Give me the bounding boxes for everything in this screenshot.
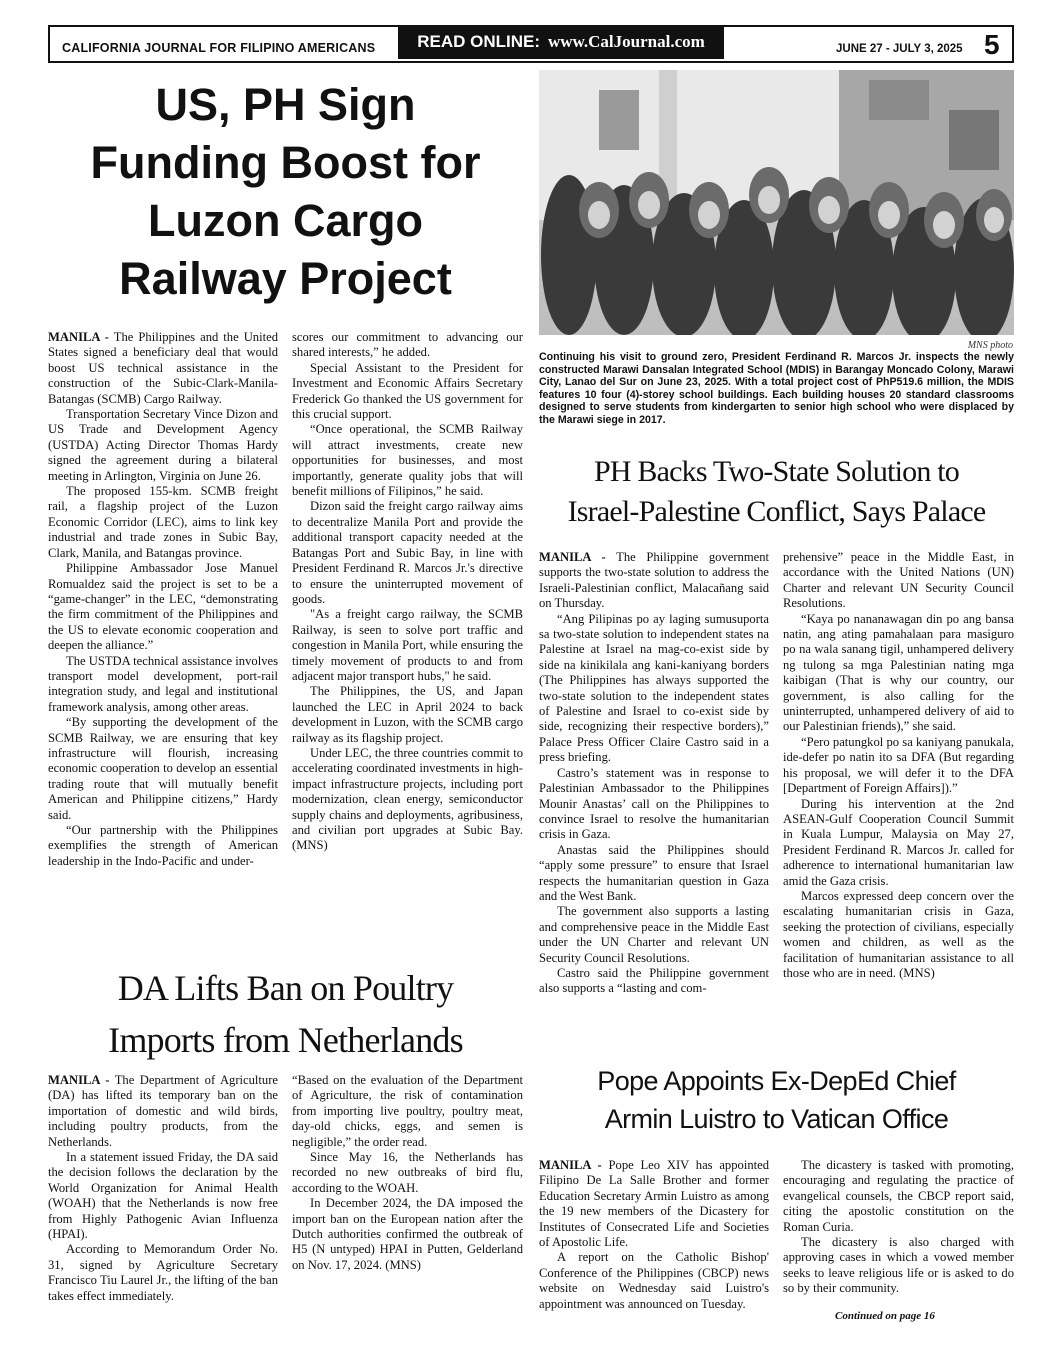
headline-line: DA Lifts Ban on Poultry <box>117 968 454 1008</box>
paragraph: “Once operational, the SCMB Railway will attract investments, create new opportunities for businesses, and most importantly, generate quality jobs that will benefit millions of Filipinos,” he said. <box>292 422 523 499</box>
paragraph: MANILA - The Philippine government supports the two-state solution to address the Israeli-Palestinian conflict, Malacañang said on Thursday. <box>539 550 770 611</box>
paragraph: Castro’s statement was in response to Palestinian Ambassador to the Philippines Mounir Anastas’ call on the Philippines to convince Israel to resolve the humanitarian crisis in Gaza. <box>539 765 769 842</box>
article2-headline <box>539 452 1014 532</box>
paragraph: Dizon said the freight cargo railway aims to decentralize Manila Port and provide the additional transport capacity needed at the Batangas Port and Subic Bay, in line with President Ferdinand R. Marcos Jr.'s directive to ensure the uninterrupted movement of goods. <box>292 499 523 606</box>
article2-column-1 <box>539 550 769 997</box>
paragraph: MANILA - The Department of Agriculture (DA) has lifted its temporary ban on the importation of domestic and wild birds, including poultry products, from the Netherlands. <box>48 1073 278 1149</box>
article4-column-1 <box>539 1158 769 1312</box>
news-photo <box>539 70 1014 335</box>
headline-line: Luzon Cargo <box>148 195 423 246</box>
headline-line: US, PH Sign <box>155 79 416 130</box>
photo-caption: Continuing his visit to ground zero, President Ferdinand R. Marcos Jr. inspects the newly constructed Marawi Dansalan Integrated School (MDIS) in Barangay Moncado Colony, Marawi City, Lanao del Sur on June 23, 2025. With a total project cost of PhP519.6 million, the MDIS features 10 four (4)-storey school buildings. Each building houses 20 standard classrooms designed to serve students from kindergarten to senior high school who were displaced by the Marawi siege in 2017. <box>539 351 1014 426</box>
paragraph: Anastas said the Philippines should “apply some pressure” to ensure that Israel respects the humanitarian question in Gaza and the West Bank. <box>539 842 769 903</box>
paragraph: MANILA - Pope Leo XIV has appointed Filipino De La Salle Brother and former Education Secretary Armin Luistro as among the 19 new members of the Dicastery for Institutes of Consecrated Life and Societies of Apostolic Life. <box>539 1158 769 1250</box>
headline-line: Funding Boost for <box>90 137 481 188</box>
paragraph: According to Memorandum Order No. 31, signed by Agriculture Secretary Francisco Tiu Laurel Jr., the lifting of the ban takes effect immediately. <box>48 1242 278 1303</box>
dateline: MANILA - <box>539 1158 602 1172</box>
paragraph: “By supporting the development of the SCMB Railway, we are ensuring that key infrastructure will flourish, increasing economic cooperation to develop an essential trading route that will mutually benefit American and Philippine citizens,” Hardy said. <box>48 715 278 822</box>
paragraph: “Ang Pilipinas po ay laging sumusuporta sa two-state solution to independent states na Palestine at Israel na mag-co-exist side by side na kinikilala ang kani-kaniyang borders (The Philippines has always supported the two-state solution to the independent states of Palestine and Israel to co-exist side by side, recognizing their respective borders),” Palace Press Officer Claire Castro said in a press briefing. <box>539 611 769 765</box>
article3-column-1 <box>48 1073 278 1304</box>
masthead <box>48 25 1014 63</box>
paragraph: The government also supports a lasting and comprehensive peace in the Middle East under the UN Charter and relevant UN Security Council Resolutions. <box>539 904 769 965</box>
publication-name: CALIFORNIA JOURNAL FOR FILIPINO AMERICANS <box>62 41 376 55</box>
paragraph: “Based on the evaluation of the Department of Agriculture, the risk of contamination from importing live poultry, poultry meat, day-old chicks, eggs, and semen is negligible,” the order read. <box>292 1073 523 1149</box>
read-online-banner[interactable] <box>398 25 724 59</box>
paragraph: The dicastery is also charged with approving cases in which a vowed member seeks to leave religious life or is asked to do so by their community. <box>783 1235 1014 1296</box>
headline-line: Armin Luistro to Vatican Office <box>604 1104 949 1134</box>
continued-link[interactable]: Continued on page 16 <box>835 1310 935 1322</box>
headline-line: Pope Appoints Ex-DepEd Chief <box>597 1066 956 1096</box>
article1-column-1 <box>48 330 278 869</box>
paragraph: scores our commitment to advancing our shared interests,” he added. <box>292 330 523 360</box>
article1-column-2 <box>292 330 523 854</box>
paragraph: In a statement issued Friday, the DA said the decision follows the declaration by the World Organization for Animal Health (WOAH) that the Netherlands is now free from Highly Pathogenic Avian Influenza (HPAI). <box>48 1150 278 1242</box>
article4-column-2 <box>783 1158 1014 1297</box>
paragraph: Marcos expressed deep concern over the escalating humanitarian crisis in Gaza, seeking the protection of civilians, especially women and children, as well as the facilitation of humanitarian assistance to all those who are in need. (MNS) <box>783 888 1014 980</box>
paragraph: Philippine Ambassador Jose Manuel Romualdez said the project is set to be a “game-changer” in the LEC, “demonstrating the firm commitment of the Philippines and the US to elevate economic cooperation and deepen the alliance.” <box>48 561 278 653</box>
dateline: MANILA - <box>48 1073 110 1087</box>
article4-headline <box>539 1062 1014 1138</box>
read-online-url[interactable]: www.CalJournal.com <box>548 32 705 51</box>
paragraph: Under LEC, the three countries commit to accelerating coordinated investments in high-impact infrastructure projects, including port modernization, clean energy, semiconductor supply chains and deployments, agribusiness, and civilian port upgrades at Subic Bay. (MNS) <box>292 745 523 853</box>
paragraph: During his intervention at the 2nd ASEAN-Gulf Cooperation Council Summit in Kuala Lumpur, Malaysia on May 27, President Ferdinand R. Marcos Jr. called for adherence to international humanitarian law amid the Gaza crisis. <box>783 796 1014 888</box>
group-photo-illustration <box>539 70 1014 335</box>
read-online-label: READ ONLINE: <box>417 32 540 51</box>
paragraph: The dicastery is tasked with promoting, encouraging and regulating the practice of evangelical counsels, the CBCP report said, citing the apostolic constitution on the Roman Curia. <box>783 1158 1014 1234</box>
paragraph: Since May 16, the Netherlands has recorded no new outbreaks of bird flu, according to the WOAH. <box>292 1150 523 1195</box>
paragraph: In December 2024, the DA imposed the import ban on the European nation after the Dutch authorities confirmed the outbreak of H5 (N untyped) HPAI in Putten, Gelderland on Nov. 17, 2024. (MNS) <box>292 1196 523 1272</box>
article3-column-2 <box>292 1073 523 1273</box>
issue-date: JUNE 27 - JULY 3, 2025 <box>836 43 963 55</box>
article1-headline <box>48 76 523 308</box>
headline-line: Imports from Netherlands <box>108 1020 463 1060</box>
headline-line: PH Backs Two-State Solution to <box>593 455 960 488</box>
paragraph: MANILA - The Philippines and the United States signed a beneficiary deal that would boost US technical assistance in the construction of the Subic-Clark-Manila-Batangas (SCMB) Cargo Railway. <box>48 330 278 406</box>
paragraph: prehensive” peace in the Middle East, in accordance with the United Nations (UN) Charter and relevant UN Security Council Resolutions. <box>783 550 1014 611</box>
headline-line: Israel-Palestine Conflict, Says Palace <box>567 495 986 528</box>
photo-credit: MNS photo <box>967 340 1013 351</box>
paragraph: “Our partnership with the Philippines exemplifies the strength of American leadership in the Indo-Pacific and under- <box>48 823 278 868</box>
dateline: MANILA - <box>539 550 606 564</box>
paragraph: “Pero patungkol po sa kaniyang panukala, ide-defer po natin ito sa DFA (But regarding his proposal, we will defer it to the DFA [Department of Foreign Affairs]).” <box>783 734 1014 796</box>
paragraph: The proposed 155-km. SCMB freight rail, a flagship project of the Luzon Economic Corridor (LEC), aims to link key industrial and trade zones in Subic Bay, Clark, Manila, and Batangas province. <box>48 484 278 560</box>
article2-column-2 <box>783 550 1014 981</box>
article3-headline <box>48 962 523 1066</box>
paragraph: “Kaya po nananawagan din po ang bansa natin, ang ating pamahalaan para masiguro po na wala sanang tigil, unhampered delivery ng tulong sa mga Palestinian nating mga kaibigan (That is why our country, our government, is also calling for the uninterrupted, unhampered delivery of aid to our Palestinian friends),” she said. <box>783 611 1014 734</box>
paragraph: The Philippines, the US, and Japan launched the LEC in April 2024 to back development in Luzon, with the SCMB cargo railway as its flagship project. <box>292 684 523 745</box>
paragraph: Special Assistant to the President for Investment and Economic Affairs Secretary Frederick Go thanked the US government for this crucial support. <box>292 360 523 422</box>
dateline: MANILA - <box>48 330 109 344</box>
headline-line: Railway Project <box>119 253 452 304</box>
paragraph: Castro said the Philippine government also supports a “lasting and com- <box>539 965 769 996</box>
paragraph: A report on the Catholic Bishop' Conference of the Philippines (CBCP) news website on Wednesday said Luistro's appointment was announced on Tuesday. <box>539 1250 769 1311</box>
paragraph: The USTDA technical assistance involves transport model development, port-rail integration study, and legal and institutional framework analysis, among other areas. <box>48 653 278 714</box>
page-number: 5 <box>984 29 1000 60</box>
paragraph: Transportation Secretary Vince Dizon and US Trade and Development Agency (USTDA) Acting Director Thomas Hardy signed the agreement during a bilateral meeting in Arlington, Virginia on June 26. <box>48 407 278 483</box>
paragraph: "As a freight cargo railway, the SCMB Railway, is seen to solve port traffic and congestion in Manila Port, while ensuring the timely movement of products to and from adjacent major transport hubs," he said. <box>292 607 523 683</box>
